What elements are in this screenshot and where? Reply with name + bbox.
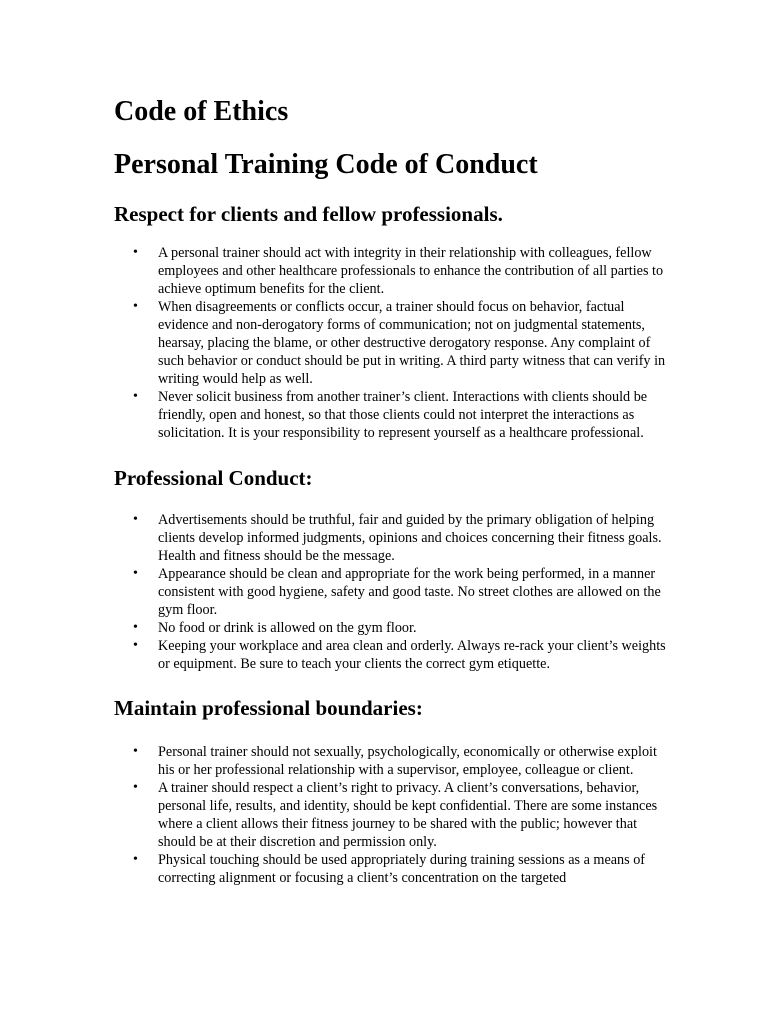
list-item: • Advertisements should be truthful, fair and guided by the primary obligation of helping clients develop informed judgments, opinions and choices concerning their fitness goals. Health and fitness should be the message.: [114, 511, 674, 565]
list-item: • Physical touching should be used appropriately during training sessions as a means of correcting alignment or focusing a client’s concentration on the targeted: [114, 851, 674, 887]
bullet-list-respect: [114, 244, 674, 442]
section-heading-professional-conduct: Professional Conduct:: [114, 466, 313, 490]
list-item: • When disagreements or conflicts occur, a trainer should focus on behavior, factual evidence and non-derogatory forms of communication; not on judgmental statements, hearsay, placing the blame, or other destructive derogatory response. Any complaint of such behavior or conduct should be put in writing. A third party witness that can verify in writing would help as well.: [114, 298, 674, 388]
bullet-list-boundaries: [114, 743, 674, 887]
document-subtitle: Personal Training Code of Conduct: [114, 149, 538, 180]
section-heading-respect: Respect for clients and fellow professionals.: [114, 202, 503, 226]
list-item: • A trainer should respect a client’s right to privacy. A client’s conversations, behavior, personal life, results, and identity, should be kept confidential. There are some instances where a client allows their fitness journey to be shared with the public; however that should be at their discretion and permission only.: [114, 779, 674, 851]
document-content: [114, 93, 674, 887]
document-title: Code of Ethics: [114, 96, 289, 127]
list-item: • Keeping your workplace and area clean and orderly. Always re-rack your client’s weights or equipment. Be sure to teach your clients the correct gym etiquette.: [114, 637, 674, 673]
list-item: • No food or drink is allowed on the gym floor.: [114, 619, 674, 637]
bullet-list-professional-conduct: [114, 511, 674, 673]
list-item: • Personal trainer should not sexually, psychologically, economically or otherwise exploit his or her professional relationship with a supervisor, employee, colleague or client.: [114, 743, 674, 779]
list-item: • Never solicit business from another trainer’s client. Interactions with clients should be friendly, open and honest, so that those clients could not interpret the interactions as solicitation. It is your responsibility to represent yourself as a healthcare professional.: [114, 388, 674, 442]
list-item: • Appearance should be clean and appropriate for the work being performed, in a manner consistent with good hygiene, safety and good taste. No street clothes are allowed on the gym floor.: [114, 565, 674, 619]
section-heading-boundaries: Maintain professional boundaries:: [114, 696, 423, 720]
list-item: • A personal trainer should act with integrity in their relationship with colleagues, fellow employees and other healthcare professionals to enhance the contribution of all parties to achieve optimum benefits for the client.: [114, 244, 674, 298]
